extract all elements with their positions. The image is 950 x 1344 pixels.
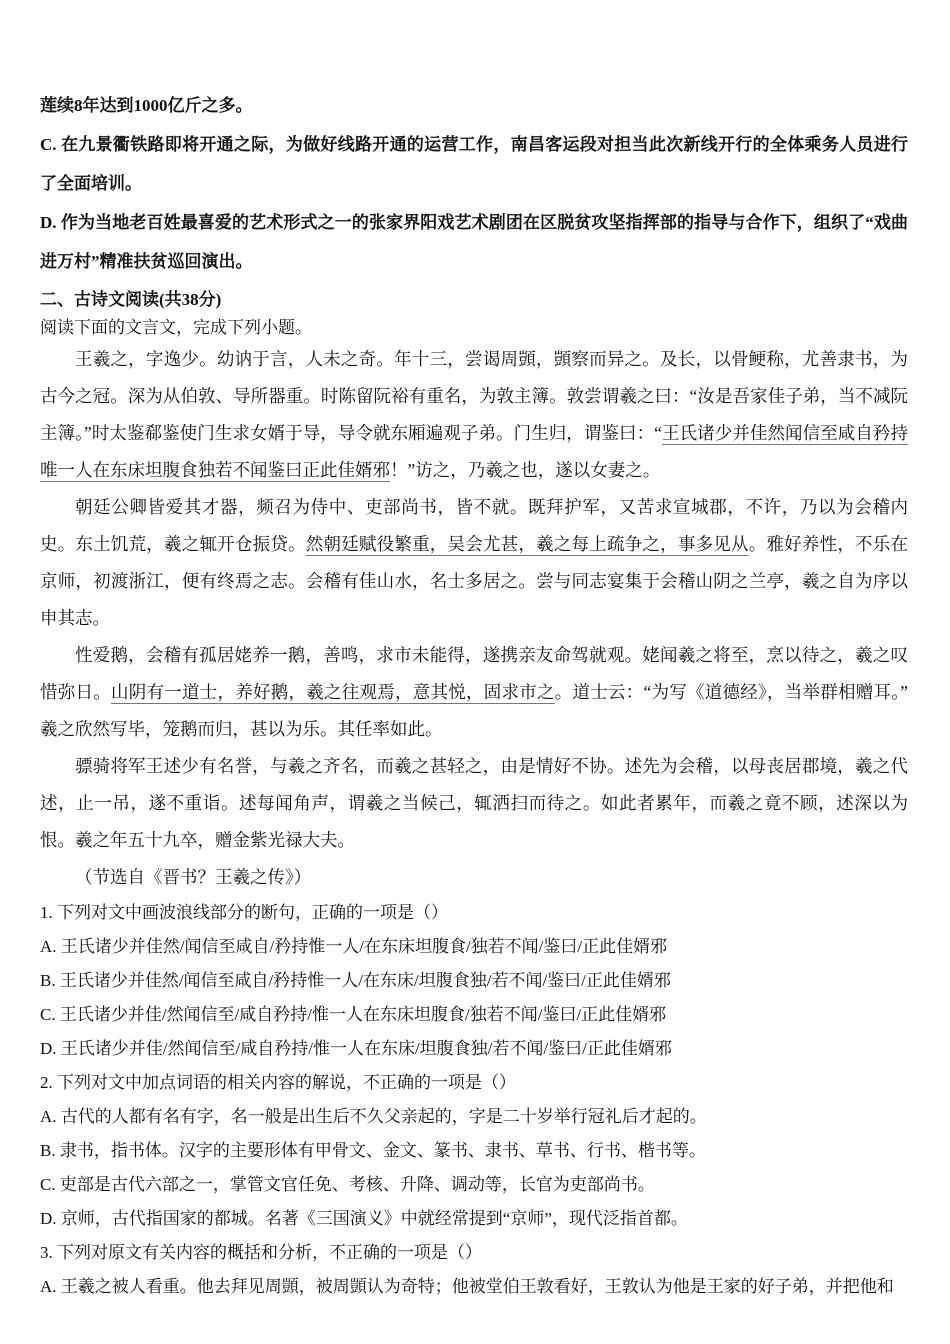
question-option-a: A. 古代的人都有名有字，名一般是出生后不久父亲起的，字是二十岁举行冠礼后才起的。 [40,1107,707,1126]
passage-run: 性爱鹅，会稽有孤居姥养一鹅，善鸣，求市未能得，遂携亲友命驾就观。姥闻羲之将至，烹以待之，羲之叹惜弥日。 [40,645,908,702]
question-3 [40,1236,908,1304]
passage-citation: （节选自《晋书？王羲之传》） [75,867,312,887]
question-option-b: B. 隶书，指书体。汉字的主要形体有甲骨文、金文、篆书、隶书、草书、行书、楷书等。 [40,1141,706,1160]
wavy-underlined-text: 然朝廷赋役繁重，吴会尤甚，羲之每上疏争之，事多见从 [305,534,749,554]
prior-question-options [40,86,908,281]
prior-option-c: C. 在九景衢铁路即将开通之际，为做好线路开通的运营工作，南昌客运段对担当此次新线开行的全体乘务人员进行了全面培训。 [40,135,908,193]
passage-run: 朝廷公卿皆爱其才器，频召为侍中、吏部尚书，皆不就。既拜护军，又苦求宣城郡，不许，乃以为会稽内史。东土饥荒，羲之辄开仓振贷。 [40,497,908,554]
question-stem: 1. 下列对文中画波浪线部分的断句，正确的一项是（） [40,903,448,922]
question-option-d: D. 京师，古代指国家的都城。名著《三国演义》中就经常提到“京师”，现代泛指首都。 [40,1209,688,1228]
passage-run: 。雅好养性，不乐在京师，初渡浙江，便有终焉之志。会稽有佳山水，名士多居之。尝与同志宴集于会稽山阴之兰亭，羲之自为序以申其志。 [40,534,908,628]
wavy-underlined-text: 山阴有一道士，养好鹅，羲之往观焉，意其悦，固求市之 [111,682,555,702]
question-2 [40,1066,908,1236]
question-option-c: C. 吏部是古代六部之一，掌管文官任免、考核、升降、调动等，长官为吏部尚书。 [40,1175,655,1194]
passage-paragraph [40,341,908,489]
question-1 [40,896,908,1066]
passage-run: 。道士云：“为写《道德经》，当举群相赠耳。”羲之欣然写毕，笼鹅而归，甚以为乐。其任率如此。 [40,682,908,739]
question-stem: 3. 下列对原文有关内容的概括和分析，不正确的一项是（） [40,1243,482,1262]
question-option-c: C. 王氏诸少并佳/然闻信至/咸自矜持/惟一人在东床坦腹食/独若不闻/鉴曰/正此佳婿邪 [40,1005,667,1024]
question-stem: 2. 下列对文中加点词语的相关内容的解说，不正确的一项是（） [40,1073,516,1092]
wavy-underlined-text: 王氏诸少并佳然闻信至咸自矜持唯一人在东床坦腹食独若不闻鉴曰正此佳婿邪 [40,423,908,480]
classical-passage [40,341,908,896]
section-heading: 二、古诗文阅读(共38分) [40,290,222,309]
question-option-b: B. 王氏诸少并佳然/闻信至咸自/矜持惟一人/在东床/坦腹食独/若不闻/鉴曰/正此佳婿邪 [40,971,671,990]
passage-run: ！”访之，乃羲之也，遂以女妻之。 [390,460,661,480]
prior-option-d: D. 作为当地老百姓最喜爱的艺术形式之一的张家界阳戏艺术剧团在区脱贫攻坚指挥部的指导与合作下，组织了“戏曲进万村”精准扶贫巡回演出。 [40,213,908,271]
passage-run: 王羲之，字逸少。幼讷于言，人未之奇。年十三，尝谒周顗，顗察而异之。及长，以骨鲠称，尤善隶书，为古今之冠。深为从伯敦、导所器重。时陈留阮裕有重名，为敦主簿。敦尝谓羲之曰：“汝是吾家佳子弟，当不减阮主簿。”时太鉴郗鉴使门生求女婿于导，导令就东厢遍观子弟。门生归，谓鉴曰：“ [40,349,908,443]
reading-instruction: 阅读下面的文言文，完成下列小题。 [40,318,312,337]
passage-paragraph [40,748,908,859]
prior-option-continuation: 莲续8年达到1000亿斤之多。 [40,96,253,115]
question-option-d: D. 王氏诸少并佳/然闻信至/咸自矜持/惟一人在东床/坦腹食独/若不闻/鉴曰/正此佳婿邪 [40,1039,672,1058]
passage-paragraph [40,637,908,748]
question-option-a: A. 王羲之被人看重。他去拜见周顗，被周顗认为奇特；他被堂伯王敦看好，王敦认为他是王家的好子弟，并把他和 [40,1277,894,1296]
passage-run: 骠骑将军王述少有名誉，与羲之齐名，而羲之甚轻之，由是情好不协。述先为会稽，以母丧居郡境，羲之代述，止一吊，遂不重诣。述每闻角声，谓羲之当候己，辄洒扫而待之。如此者累年，而羲之竟不顾，述深以为恨。羲之年五十九卒，赠金紫光禄大夫。 [40,756,908,850]
passage-paragraph [40,489,908,637]
question-option-a: A. 王氏诸少并佳然/闻信至咸自/矜持惟一人/在东床坦腹食/独若不闻/鉴曰/正此佳婿邪 [40,937,668,956]
